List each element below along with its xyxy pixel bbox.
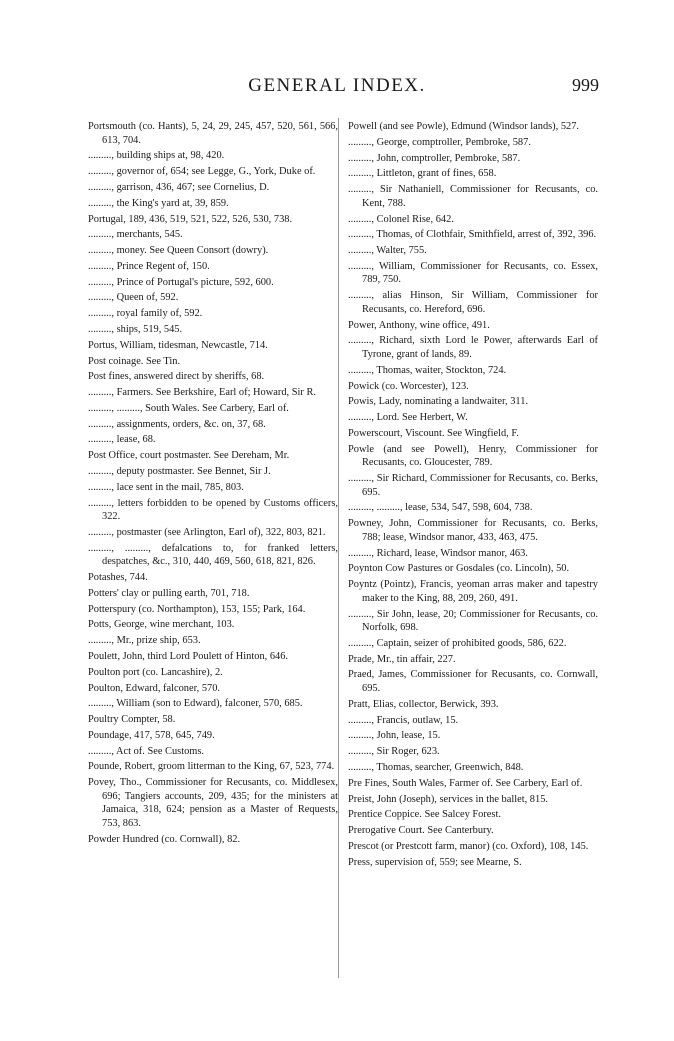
index-entry: Preist, John (Joseph), services in the ballet, 815.: [348, 793, 548, 805]
index-entry: ........., John, comptroller, Pembroke, 587.: [348, 152, 521, 164]
index-entry: Potashes, 744.: [88, 572, 148, 584]
index-entry: ........., royal family of, 592.: [88, 308, 203, 320]
index-entry: ........., Francis, outlaw, 15.: [348, 714, 459, 726]
index-entry: ........., Richard, sixth Lord le Power, afterwards Earl of Tyrone, grant of lands, 89.: [348, 335, 598, 360]
index-entry: ........., merchants, 545.: [88, 229, 183, 241]
index-entry: Poyntz (Pointz), Francis, yeoman arras maker and tapestry maker to the King, 88, 209, 260, 491.: [348, 579, 598, 604]
index-entry: Poulton, Edward, falconer, 570.: [88, 682, 221, 694]
index-entry: ........., alias Hinson, Sir William, Commissioner for Recusants, co. Hereford, 696.: [348, 290, 598, 315]
index-entry: ........., Thomas, searcher, Greenwich, 848.: [348, 761, 524, 773]
index-entry: ........., Richard, lease, Windsor manor, 463.: [348, 547, 528, 559]
index-entry: ........., ships, 519, 545.: [88, 323, 183, 335]
index-entry: ........., Farmers. See Berkshire, Earl of; Howard, Sir R.: [88, 387, 316, 399]
index-entry: ........., William (son to Edward), falconer, 570, 685.: [88, 698, 303, 710]
index-entry: ........., Captain, seizer of prohibited goods, 586, 622.: [348, 637, 567, 649]
index-entry: ........., Colonel Rise, 642.: [348, 213, 454, 225]
index-entry: Poulett, John, third Lord Poulett of Hinton, 646.: [88, 651, 289, 662]
column-divider: [338, 118, 339, 978]
index-entry: Potts, George, wine merchant, 103.: [88, 619, 235, 631]
index-entry: Prade, Mr., tin affair, 227.: [348, 653, 456, 665]
index-entry: Praed, James, Commissioner for Recusants, co. Cornwall, 695.: [348, 669, 598, 695]
index-entry: Press, supervision of, 559; see Mearne, S.: [348, 856, 522, 868]
index-entry: ........., Sir Nathaniell, Commissioner for Recusants, co. Kent, 788.: [348, 184, 598, 209]
index-entry: ........., ........., South Wales. See Carbery, Earl of.: [88, 402, 289, 414]
index-entry: Potterspury (co. Northampton), 153, 155; Park, 164.: [88, 603, 306, 615]
index-entry: ........., Prince of Portugal's picture, 592, 600.: [88, 276, 274, 288]
index-entry: Prentice Coppice. See Salcey Forest.: [348, 809, 501, 821]
page-number: 999: [572, 75, 599, 95]
index-entry: ........., building ships at, 98, 420.: [88, 150, 225, 162]
index-entry: ........., John, lease, 15.: [348, 730, 441, 742]
index-entry: Poulton port (co. Lancashire), 2.: [88, 666, 223, 678]
index-entry: Prescot (or Prestcott farm, manor) (co. Oxford), 108, 145.: [348, 840, 589, 852]
index-entry: ........., Sir Roger, 623.: [348, 746, 440, 758]
index-entry: ........., governor of, 654; see Legge, G., York, Duke of.: [88, 166, 316, 178]
index-entry: Portugal, 189, 436, 519, 521, 522, 526, 530, 738.: [88, 213, 293, 225]
index-entry: Post coinage. See Tin.: [88, 355, 181, 367]
index-entry: ........., Littleton, grant of fines, 658.: [348, 168, 497, 180]
index-entry: ........., postmaster (see Arlington, Earl of), 322, 803, 821.: [88, 526, 326, 538]
index-entry: Powle (and see Powell), Henry, Commissioner for Recusants, co. Gloucester, 789.: [348, 443, 598, 469]
index-entry: ........., Thomas, of Clothfair, Smithfield, arrest of, 392, 396.: [348, 229, 597, 241]
index-entry: ........., Thomas, waiter, Stockton, 724.: [348, 364, 507, 376]
index-entry: ........., money. See Queen Consort (dowry).: [88, 245, 269, 257]
index-entry: ........., Act of. See Customs.: [88, 745, 205, 757]
index-entry: ........., letters forbidden to be opened by Customs officers, 322.: [88, 497, 338, 523]
index-entry: ........., garrison, 436, 467; see Cornelius, D.: [88, 181, 270, 193]
index-entry: ........., Walter, 755.: [348, 245, 427, 257]
running-title: GENERAL INDEX.: [248, 75, 426, 96]
index-entry: Portsmouth (co. Hants), 5, 24, 29, 245, 457, 520, 561, 566, 613, 704.: [88, 121, 338, 146]
index-entry: ........., the King's yard at, 39, 859.: [88, 197, 229, 209]
index-entry: ........., ........., defalcations to, for franked letters, despatches, &c., 310, 440, 469, 560, 618, 821, 826.: [88, 542, 338, 568]
index-entry: ........., Lord. See Herbert, W.: [348, 412, 468, 424]
index-entry: Portus, William, tidesman, Newcastle, 714.: [88, 339, 268, 351]
index-entry: Powney, John, Commissioner for Recusants, co. Berks, 788; lease, Windsor manor, 433, 463, 475.: [348, 518, 598, 543]
index-entry: Poynton Cow Pastures or Gosdales (co. Lincoln), 50.: [348, 563, 570, 575]
right-column: [348, 120, 598, 871]
index-entry: Post Office, court postmaster. See Dereham, Mr.: [88, 450, 290, 462]
index-entry: ........., deputy postmaster. See Bennet, Sir J.: [88, 466, 271, 477]
index-entry: ........., Prince Regent of, 150.: [88, 260, 210, 272]
index-entry: ........., assignments, orders, &c. on, 37, 68.: [88, 418, 266, 430]
index-entry: ........., ........., lease, 534, 547, 598, 604, 738.: [348, 502, 533, 514]
index-entry: Post fines, answered direct by sheriffs, 68.: [88, 371, 265, 383]
left-column: [88, 120, 338, 849]
index-entry: Prerogative Court. See Canterbury.: [348, 825, 494, 837]
index-entry: ........., William, Commissioner for Recusants, co. Essex, 789, 750.: [348, 260, 598, 286]
index-entry: Powell (and see Powle), Edmund (Windsor lands), 527.: [348, 121, 580, 132]
index-entry: ........., Sir Richard, Commissioner for Recusants, co. Berks, 695.: [348, 473, 598, 498]
index-entry: Povey, Tho., Commissioner for Recusants, co. Middlesex, 696; Tangiers accounts, 209, 435; for the ministers at Jamaica, 318, 624; pension as a Master of Requests, 753, 863.: [88, 777, 338, 830]
index-entry: Poultry Compter, 58.: [88, 714, 176, 726]
index-entry: Poundage, 417, 578, 645, 749.: [88, 729, 215, 741]
index-entry: ........., George, comptroller, Pembroke, 587.: [348, 136, 531, 148]
index-entry: Pratt, Elias, collector, Berwick, 393.: [348, 698, 499, 710]
index-entry: ........., Queen of, 592.: [88, 292, 179, 304]
index-entry: Powick (co. Worcester), 123.: [348, 380, 469, 392]
index-entry: Pounde, Robert, groom litterman to the King, 67, 523, 774.: [88, 761, 335, 773]
index-entry: Pre Fines, South Wales, Farmer of. See Carbery, Earl of.: [348, 777, 583, 789]
index-entry: Power, Anthony, wine office, 491.: [348, 319, 490, 331]
index-entry: Powerscourt, Viscount. See Wingfield, F.: [348, 427, 519, 439]
index-entry: Potters' clay or pulling earth, 701, 718.: [88, 587, 250, 599]
index-entry: Powder Hundred (co. Cornwall), 82.: [88, 833, 241, 845]
index-entry: ........., Sir John, lease, 20; Commissioner for Recusants, co. Norfolk, 698.: [348, 608, 598, 634]
index-entry: ........., lace sent in the mail, 785, 803.: [88, 481, 244, 493]
index-entry: Powis, Lady, nominating a landwaiter, 311.: [348, 396, 529, 408]
index-entry: ........., lease, 68.: [88, 434, 156, 446]
index-entry: ........., Mr., prize ship, 653.: [88, 635, 201, 647]
